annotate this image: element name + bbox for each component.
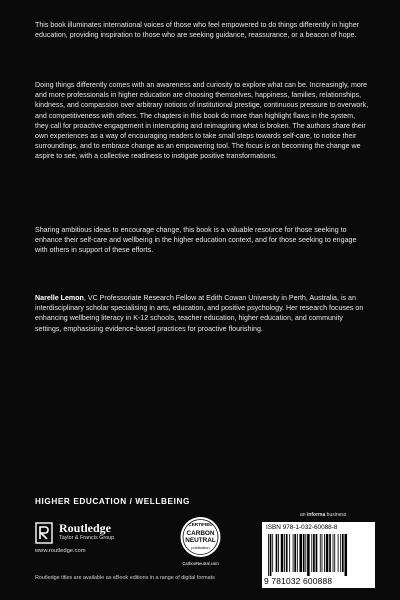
informa-note — [300, 512, 346, 518]
routledge-logo-icon — [35, 522, 53, 544]
publisher-group: Taylor & Francis Group — [59, 535, 115, 541]
publisher-logo — [35, 522, 150, 556]
barcode-box — [262, 522, 375, 588]
subject-category: HIGHER EDUCATION / WELLBEING — [35, 497, 190, 506]
informa-prefix: an — [300, 512, 307, 518]
publisher-url: www.routledge.com — [35, 548, 86, 554]
blurb-paragraph-2: Doing things differently comes with an awareness and curiosity to explore what can be. Increasingly, more and more professionals in higher education are choosing themselves, happiness, families, relationships, kindness, and compassion over arbitrary notions of institutional prestige, continuous pressure to overwork, and competitiveness with others. The chapters in this book do more than highlight flaws in the system, they call for proactive engagement in interrupting and reimagining what is broken. The authors share their own experiences as a way of encouraging readers to take small steps towards self-care, to notice their surroundings, and to embrace change as an empowering tool. The focus is on becoming the change we aspire to see, with a collective readiness to instigate positive transformations. — [35, 81, 369, 161]
author-bio-text: , VC Professoriate Research Fellow at Edith Cowan University in Perth, Australia, is an interdisciplinary scholar specialising in arts, education, and positive psychology. Her research focuses on enhancing wellbeing literacy in K-12 schools, teacher education, higher education, and community settings, emphasising evidence-based practices for proactive flourishing. — [35, 294, 364, 333]
informa-brand: informa — [306, 512, 326, 518]
barcode-icon — [268, 534, 369, 576]
blurb-paragraph-3: Sharing ambitious ideas to encourage change, this book is a valuable resource for those seeking to enhance their self-care and wellbeing in the higher education context, and for those seeking to engage with others in support of these efforts. — [35, 226, 357, 255]
ebook-note: Routledge titles are available as eBook editions in a range of digital formats — [35, 575, 215, 581]
isbn-label: ISBN 978-1-032-60088-8 — [266, 524, 338, 531]
badge-main-text-2: NEUTRAL — [185, 537, 216, 544]
badge-sub-text: publication — [191, 546, 210, 550]
carbon-neutral-badge — [178, 515, 223, 575]
author-name: Narelle Lemon — [35, 294, 84, 302]
author-bio — [35, 293, 370, 334]
informa-suffix: business — [325, 512, 347, 518]
badge-main-text-1: CARBON — [186, 530, 215, 537]
badge-top-text: CERTIFIED — [188, 522, 213, 527]
blurb-paragraph-1: This book illuminates international voices of those who feel empowered to do things differently in higher education, providing inspiration to those who are seeking guidance, reassurance, or a beacon of hope. — [35, 21, 360, 40]
publisher-name: Routledge — [59, 521, 111, 535]
barcode-digits: 9 781032 600888 — [264, 576, 333, 586]
badge-url: CarbonNeutral.com — [182, 561, 219, 566]
